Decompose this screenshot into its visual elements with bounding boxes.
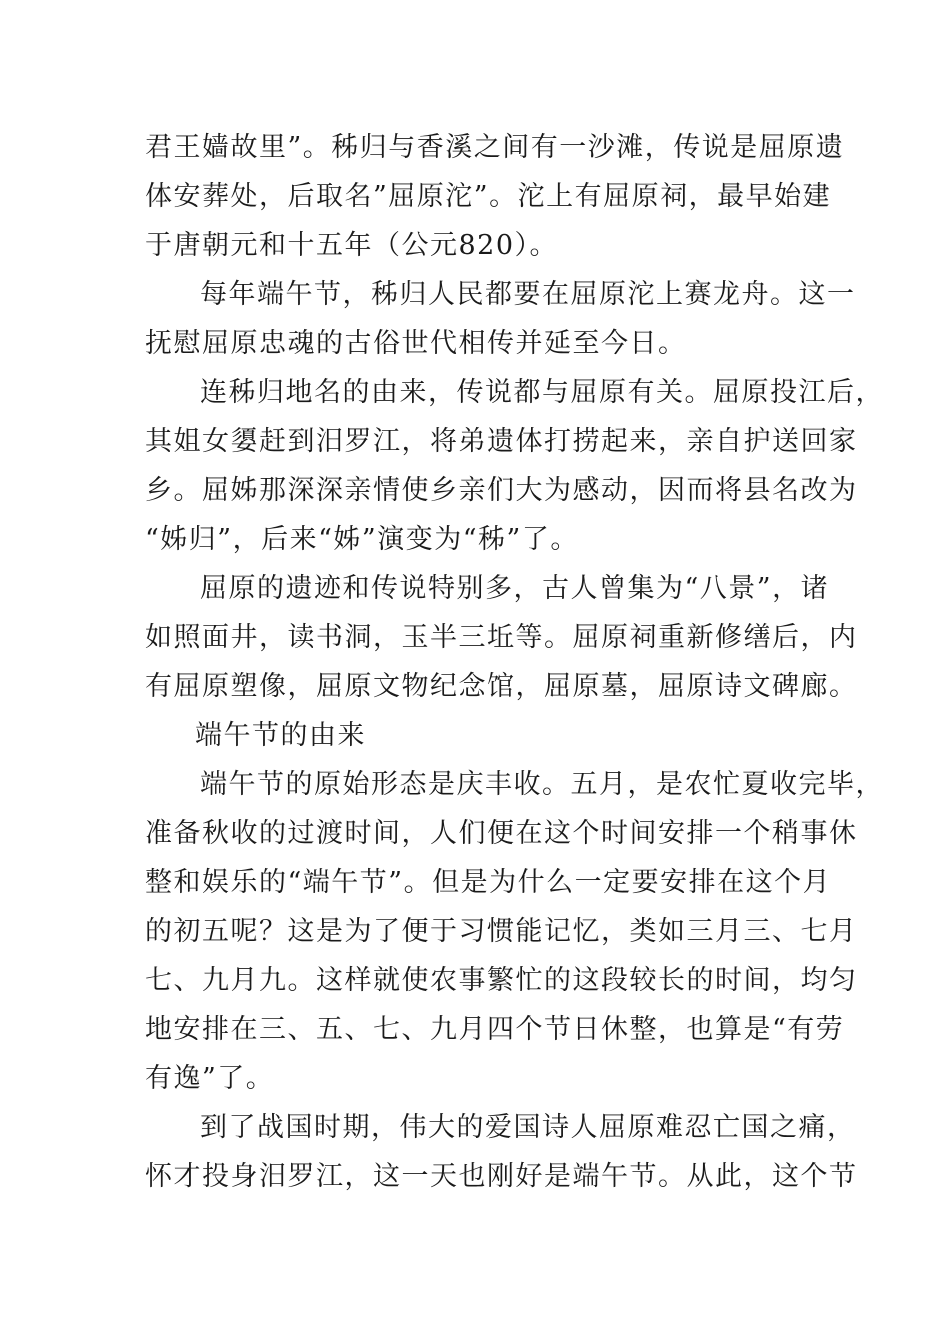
text-line: 有逸”了。 <box>145 1063 275 1094</box>
document-body <box>145 123 884 1201</box>
text-line: 于唐朝元和十五年（公元820）。 <box>145 230 559 261</box>
text-line: 有屈原塑像，屈原文物纪念馆，屈原墓，屈原诗文碑廊。 <box>145 671 858 702</box>
text-line: 整和娱乐的“端午节”。但是为什么一定要安排在这个月 <box>145 867 832 898</box>
text-line: “姊归”，后来“姊”演变为“秭”了。 <box>145 524 579 555</box>
text-line: 每年端午节，秭归人民都要在屈原沱上赛龙舟。这一 <box>200 279 856 310</box>
text-line: 连秭归地名的由来，传说都与屈原有关。屈原投江后， <box>200 377 884 408</box>
text-line: 端午节的原始形态是庆丰收。五月，是农忙夏收完毕， <box>200 769 884 800</box>
text-line: 准备秋收的过渡时间，人们便在这个时间安排一个稍事休 <box>145 818 858 849</box>
section-heading: 端午节的由来 <box>195 720 366 751</box>
text-line: 屈原的遗迹和传说特别多，古人曾集为“八景”，诸 <box>200 573 830 604</box>
text-line: 体安葬处，后取名”屈原沱”。沱上有屈原祠，最早始建 <box>145 181 832 212</box>
text-line: 其姐女嬃赶到汨罗江，将弟遗体打捞起来，亲自护送回家 <box>145 426 858 457</box>
text-line: 的初五呢？这是为了便于习惯能记忆，类如三月三、七月 <box>145 916 858 947</box>
text-line: 到了战国时期，伟大的爱国诗人屈原难忍亡国之痛， <box>200 1112 856 1143</box>
text-line: 七、九月九。这样就使农事繁忙的这段较长的时间，均匀 <box>145 965 858 996</box>
text-line: 君王嫱故里”。秭归与香溪之间有一沙滩，传说是屈原遗 <box>145 132 845 163</box>
text-line: 地安排在三、五、七、九月四个节日休整，也算是“有劳 <box>145 1014 845 1045</box>
text-line: 怀才投身汨罗江，这一天也刚好是端午节。从此，这个节 <box>145 1161 858 1192</box>
text-line: 乡。屈姊那深深亲情使乡亲们大为感动，因而将县名改为 <box>145 475 858 506</box>
text-line: 如照面井，读书洞，玉半三坵等。屈原祠重新修缮后，内 <box>145 622 858 653</box>
text-line: 抚慰屈原忠魂的古俗世代相传并延至今日。 <box>145 328 687 359</box>
